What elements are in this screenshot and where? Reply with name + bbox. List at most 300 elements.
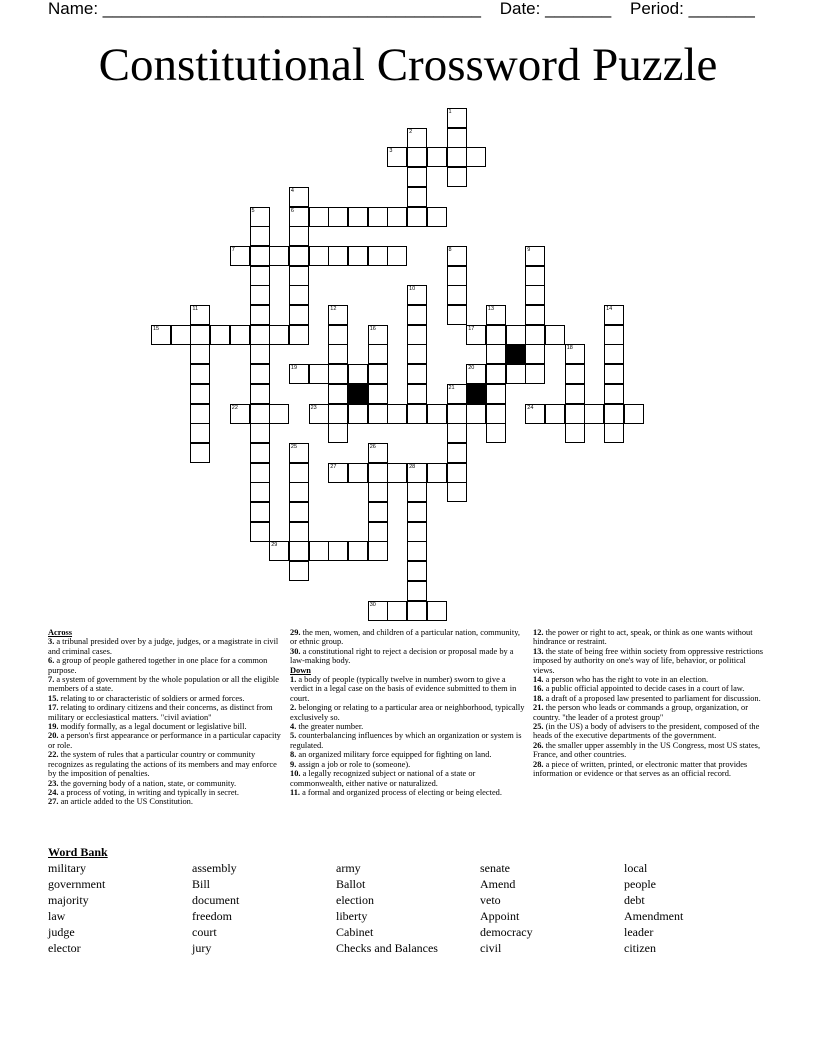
grid-cell[interactable] xyxy=(387,147,407,167)
clue-text: a legally recognized subject or national of a state or commonwealth, either native or naturalized. xyxy=(290,769,476,788)
black-square xyxy=(506,344,526,364)
grid-cell[interactable] xyxy=(565,364,585,384)
grid-cell[interactable] xyxy=(309,246,329,266)
page-title: Constitutional Crossword Puzzle xyxy=(98,39,718,91)
clue-number: 10. xyxy=(290,769,301,779)
clue-number: 21. xyxy=(533,703,544,713)
down-clue xyxy=(533,684,769,693)
word-bank-column xyxy=(480,860,620,956)
grid-cell[interactable] xyxy=(545,404,565,424)
grid-cell[interactable] xyxy=(447,147,467,167)
grid-cell[interactable] xyxy=(525,364,545,384)
grid-cell[interactable] xyxy=(407,207,427,227)
word-bank-word: leader xyxy=(624,925,654,939)
clue-text: a draft of a proposed law presented to parliament for discussion. xyxy=(543,693,761,703)
grid-cell[interactable] xyxy=(328,423,348,443)
clue-number: 12. xyxy=(533,628,544,637)
grid-cell[interactable] xyxy=(407,364,427,384)
grid-cell[interactable] xyxy=(407,305,427,325)
clue-number: 16. xyxy=(533,684,544,694)
clue-number: 15. xyxy=(48,693,59,703)
clue-number: 19. xyxy=(48,722,59,732)
grid-cell[interactable] xyxy=(328,364,348,384)
clue-number: 7. xyxy=(48,675,55,685)
grid-cell[interactable] xyxy=(190,325,210,345)
clue-text: counterbalancing influences by which an organization or system is regulated. xyxy=(290,731,522,750)
grid-cell[interactable] xyxy=(368,325,388,345)
grid-cell[interactable] xyxy=(368,364,388,384)
down-clue xyxy=(533,694,769,703)
grid-cell[interactable] xyxy=(447,482,467,502)
grid-cell[interactable] xyxy=(289,305,309,325)
grid-cell[interactable] xyxy=(604,344,624,364)
clue-text: a piece of written, printed, or electronic matter that provides information or evidence or that serves as an official record. xyxy=(533,759,748,779)
word-bank-word: assembly xyxy=(192,861,237,875)
grid-cell[interactable] xyxy=(407,561,427,581)
clue-number: 17 xyxy=(468,325,475,332)
grid-cell[interactable] xyxy=(387,246,407,266)
grid-cell[interactable] xyxy=(604,325,624,345)
word-bank-word: court xyxy=(192,925,217,939)
grid-cell[interactable] xyxy=(545,325,565,345)
grid-cell[interactable] xyxy=(250,482,270,502)
grid-cell[interactable] xyxy=(210,325,230,345)
word-bank-column xyxy=(624,860,764,956)
grid-cell[interactable] xyxy=(368,502,388,522)
grid-cell[interactable] xyxy=(486,344,506,364)
grid-cell[interactable] xyxy=(447,443,467,463)
grid-cell[interactable] xyxy=(447,463,467,483)
grid-cell[interactable] xyxy=(407,167,427,187)
grid-cell[interactable] xyxy=(407,128,427,148)
grid-cell[interactable] xyxy=(250,364,270,384)
grid-cell[interactable] xyxy=(250,207,270,227)
clue-number: 8. xyxy=(290,750,297,760)
clue-number: 3. xyxy=(48,637,55,647)
grid-cell[interactable] xyxy=(151,325,171,345)
date-field[interactable]: Date: _______ xyxy=(499,0,612,18)
clue-number: 26 xyxy=(369,443,376,450)
grid-cell[interactable] xyxy=(328,344,348,364)
grid-cell[interactable] xyxy=(407,285,427,305)
grid-cell[interactable] xyxy=(407,463,427,483)
grid-cell[interactable] xyxy=(486,384,506,404)
word-bank-column xyxy=(48,860,188,956)
grid-cell[interactable] xyxy=(289,561,309,581)
grid-cell[interactable] xyxy=(328,325,348,345)
grid-cell[interactable] xyxy=(368,207,388,227)
grid-cell[interactable] xyxy=(348,541,368,561)
grid-cell[interactable] xyxy=(604,423,624,443)
clue-text: a process of voting, in writing and typically in secret. xyxy=(58,787,239,797)
down-clue xyxy=(290,675,526,703)
grid-cell[interactable] xyxy=(309,364,329,384)
grid-cell[interactable] xyxy=(309,541,329,561)
grid-cell[interactable] xyxy=(368,601,388,621)
grid-cell[interactable] xyxy=(525,266,545,286)
clue-text: the state of being free within society from oppressive restrictions imposed by authority on one's way of life, behavior, or political views. xyxy=(533,646,764,675)
clue-number: 6 xyxy=(290,207,294,214)
grid-cell[interactable] xyxy=(250,226,270,246)
word-bank-word: Bill xyxy=(192,877,211,891)
grid-cell[interactable] xyxy=(348,207,368,227)
down-clue xyxy=(533,722,769,741)
grid-cell[interactable] xyxy=(289,285,309,305)
grid-cell[interactable] xyxy=(289,443,309,463)
grid-cell[interactable] xyxy=(190,404,210,424)
grid-cell[interactable] xyxy=(328,404,348,424)
word-bank-word: democracy xyxy=(480,925,533,939)
across-clue xyxy=(48,722,284,731)
grid-cell[interactable] xyxy=(289,266,309,286)
grid-cell[interactable] xyxy=(447,167,467,187)
clue-number: 8 xyxy=(448,246,452,253)
grid-cell[interactable] xyxy=(407,384,427,404)
down-clue xyxy=(290,703,526,722)
word-bank-word: military xyxy=(48,861,86,875)
across-clue xyxy=(48,731,284,750)
word-bank-word: Checks and Balances xyxy=(336,941,438,955)
grid-cell[interactable] xyxy=(565,423,585,443)
grid-cell[interactable] xyxy=(486,305,506,325)
clue-text: the governing body of a nation, state, or community. xyxy=(58,778,237,788)
grid-cell[interactable] xyxy=(289,541,309,561)
grid-cell[interactable] xyxy=(250,463,270,483)
grid-cell[interactable] xyxy=(190,305,210,325)
clue-number: 24 xyxy=(527,404,534,411)
grid-cell[interactable] xyxy=(447,305,467,325)
grid-cell[interactable] xyxy=(230,404,250,424)
grid-cell[interactable] xyxy=(230,246,250,266)
grid-cell[interactable] xyxy=(368,541,388,561)
grid-cell[interactable] xyxy=(447,128,467,148)
grid-cell[interactable] xyxy=(348,364,368,384)
down-clue xyxy=(290,760,526,769)
down-clue xyxy=(290,731,526,750)
grid-cell[interactable] xyxy=(447,404,467,424)
clue-number: 1. xyxy=(290,675,297,685)
clue-number: 30 xyxy=(369,601,376,608)
grid-cell[interactable] xyxy=(368,463,388,483)
clue-number: 22. xyxy=(48,750,59,760)
clue-number: 5 xyxy=(251,207,255,214)
grid-cell[interactable] xyxy=(407,502,427,522)
clue-text: the power or right to act, speak, or think as one wants without hindrance or restraint. xyxy=(533,628,753,647)
down-clue xyxy=(290,750,526,759)
grid-cell[interactable] xyxy=(407,147,427,167)
grid-cell[interactable] xyxy=(427,147,447,167)
across-clue xyxy=(290,628,526,647)
grid-cell[interactable] xyxy=(407,482,427,502)
clue-number: 26. xyxy=(533,740,544,750)
clue-number: 28 xyxy=(409,463,416,470)
across-clue xyxy=(48,703,284,722)
word-bank-word: civil xyxy=(480,941,502,955)
clue-number: 9 xyxy=(527,246,531,253)
down-clue xyxy=(290,788,526,797)
grid-cell[interactable] xyxy=(250,305,270,325)
clues-column-3 xyxy=(533,628,769,779)
word-bank-word: jury xyxy=(192,941,212,955)
grid-cell[interactable] xyxy=(447,384,467,404)
word-bank-word: Amendment xyxy=(624,909,684,923)
down-clue xyxy=(533,628,769,647)
clue-number: 23. xyxy=(48,778,59,788)
grid-cell[interactable] xyxy=(565,404,585,424)
grid-cell[interactable] xyxy=(447,266,467,286)
clue-number: 19 xyxy=(290,365,298,372)
period-field[interactable]: Period: _______ xyxy=(630,0,755,18)
grid-cell[interactable] xyxy=(565,384,585,404)
grid-cell[interactable] xyxy=(407,581,427,601)
grid-cell[interactable] xyxy=(466,325,486,345)
clue-text: relating to ordinary citizens and their concerns, as distinct from military or ecclesiastical matters. "civil aviation" xyxy=(48,703,273,722)
grid-cell[interactable] xyxy=(289,207,309,227)
clue-number: 23 xyxy=(310,404,317,411)
clue-number: 11 xyxy=(192,306,199,312)
grid-cell[interactable] xyxy=(289,364,309,384)
grid-cell[interactable] xyxy=(328,384,348,404)
grid-cell[interactable] xyxy=(328,207,348,227)
clue-number: 22 xyxy=(231,404,238,411)
grid-cell[interactable] xyxy=(466,404,486,424)
grid-cell[interactable] xyxy=(407,344,427,364)
grid-cell[interactable] xyxy=(289,187,309,207)
clue-number: 29. xyxy=(290,628,301,637)
word-bank-word: local xyxy=(624,861,648,875)
grid-cell[interactable] xyxy=(466,364,486,384)
grid-cell[interactable] xyxy=(506,325,526,345)
word-bank-word: citizen xyxy=(624,941,656,955)
down-clue xyxy=(290,769,526,788)
grid-cell[interactable] xyxy=(250,423,270,443)
clue-number: 29 xyxy=(271,542,278,549)
clue-text: the men, women, and children of a particular nation, community, or ethnic group. xyxy=(290,628,520,647)
clue-text: a body of people (typically twelve in number) sworn to give a verdict in a legal case on the basis of evidence submitted to them in court. xyxy=(290,675,517,703)
clue-number: 14. xyxy=(533,675,544,685)
word-bank-word: elector xyxy=(48,941,81,955)
grid-cell[interactable] xyxy=(289,522,309,542)
grid-cell[interactable] xyxy=(328,463,348,483)
grid-cell[interactable] xyxy=(250,246,270,266)
clue-number: 25. xyxy=(533,722,544,732)
clue-number: 20 xyxy=(468,365,475,372)
grid-cell[interactable] xyxy=(368,384,388,404)
grid-cell[interactable] xyxy=(387,207,407,227)
grid-cell[interactable] xyxy=(289,502,309,522)
grid-cell[interactable] xyxy=(624,404,644,424)
clue-text: the smaller upper assembly in the US Congress, most US states, France, and other countries. xyxy=(533,740,761,760)
word-bank-word: majority xyxy=(48,893,89,907)
across-clue xyxy=(48,694,284,703)
grid-cell[interactable] xyxy=(407,601,427,621)
grid-cell[interactable] xyxy=(604,364,624,384)
grid-cell[interactable] xyxy=(289,482,309,502)
grid-cell[interactable] xyxy=(269,325,289,345)
clue-number: 25 xyxy=(290,443,298,450)
clue-number: 12 xyxy=(330,306,337,312)
grid-cell[interactable] xyxy=(387,601,407,621)
grid-cell[interactable] xyxy=(486,404,506,424)
grid-cell[interactable] xyxy=(250,384,270,404)
grid-cell[interactable] xyxy=(289,226,309,246)
across-clue xyxy=(48,797,284,806)
grid-cell[interactable] xyxy=(250,502,270,522)
name-field[interactable]: Name: ________________________________________ xyxy=(48,0,481,18)
grid-cell[interactable] xyxy=(525,246,545,266)
grid-cell[interactable] xyxy=(230,325,250,345)
grid-cell[interactable] xyxy=(525,305,545,325)
grid-cell[interactable] xyxy=(427,463,447,483)
clue-number: 1 xyxy=(448,109,452,115)
grid-cell[interactable] xyxy=(190,443,210,463)
word-bank-word: election xyxy=(336,893,374,907)
grid-cell[interactable] xyxy=(309,404,329,424)
grid-cell[interactable] xyxy=(289,463,309,483)
word-bank-word: freedom xyxy=(192,909,232,923)
grid-cell[interactable] xyxy=(565,344,585,364)
grid-cell[interactable] xyxy=(466,147,486,167)
down-clue xyxy=(533,741,769,760)
clue-number: 7 xyxy=(231,246,235,253)
grid-cell[interactable] xyxy=(407,522,427,542)
grid-cell[interactable] xyxy=(269,246,289,266)
grid-cell[interactable] xyxy=(269,404,289,424)
word-bank-word: Cabinet xyxy=(336,925,374,939)
clue-text: a group of people gathered together in one place for a common purpose. xyxy=(48,656,268,675)
clue-text: belonging or relating to a particular area or neighborhood, typically exclusively so. xyxy=(290,703,525,722)
clue-text: a formal and organized process of electing or being elected. xyxy=(300,787,502,797)
word-bank-word: judge xyxy=(48,925,75,939)
grid-cell[interactable] xyxy=(348,404,368,424)
grid-cell[interactable] xyxy=(407,325,427,345)
clue-number: 13 xyxy=(487,306,495,312)
grid-cell[interactable] xyxy=(604,305,624,325)
clue-number: 28. xyxy=(533,759,544,769)
grid-cell[interactable] xyxy=(250,344,270,364)
clue-text: an organized military force equipped for fighting on land. xyxy=(296,750,492,760)
grid-cell[interactable] xyxy=(525,325,545,345)
grid-cell[interactable] xyxy=(190,384,210,404)
grid-cell[interactable] xyxy=(348,463,368,483)
grid-cell[interactable] xyxy=(250,266,270,286)
grid-cell[interactable] xyxy=(604,404,624,424)
grid-cell[interactable] xyxy=(447,246,467,266)
clue-text: the system of rules that a particular country or community recognizes as regulating the actions of its members and may enforce by the imposition of penalties. xyxy=(48,750,277,779)
clue-number: 15 xyxy=(153,325,160,332)
word-bank-word: liberty xyxy=(336,909,368,923)
grid-cell[interactable] xyxy=(604,384,624,404)
clue-number: 27 xyxy=(330,463,337,470)
grid-cell[interactable] xyxy=(486,364,506,384)
word-bank-column xyxy=(336,860,476,956)
grid-cell[interactable] xyxy=(387,463,407,483)
grid-cell[interactable] xyxy=(407,187,427,207)
grid-cell[interactable] xyxy=(289,325,309,345)
grid-cell[interactable] xyxy=(427,404,447,424)
word-bank-word: Appoint xyxy=(480,909,520,923)
across-clue xyxy=(290,647,526,666)
word-bank-word: Amend xyxy=(480,877,516,891)
black-square xyxy=(348,384,368,404)
grid-cell[interactable] xyxy=(190,344,210,364)
clue-number: 18 xyxy=(566,345,573,352)
grid-cell[interactable] xyxy=(328,246,348,266)
grid-cell[interactable] xyxy=(190,423,210,443)
grid-cell[interactable] xyxy=(486,423,506,443)
clue-number: 5. xyxy=(290,731,297,741)
clue-number: 14 xyxy=(606,306,613,312)
grid-cell[interactable] xyxy=(447,423,467,443)
grid-cell[interactable] xyxy=(368,246,388,266)
grid-cell[interactable] xyxy=(368,443,388,463)
grid-cell[interactable] xyxy=(368,404,388,424)
word-bank-word: senate xyxy=(480,861,510,875)
word-bank-word: veto xyxy=(480,893,501,907)
down-clue xyxy=(533,647,769,675)
grid-cell[interactable] xyxy=(328,305,348,325)
across-clue xyxy=(48,788,284,797)
grid-cell[interactable] xyxy=(328,541,348,561)
clues-column-1 xyxy=(48,628,284,807)
across-clue xyxy=(48,750,284,778)
grid-cell[interactable] xyxy=(250,443,270,463)
grid-cell[interactable] xyxy=(250,285,270,305)
grid-cell[interactable] xyxy=(584,404,604,424)
clue-number: 30. xyxy=(290,646,301,656)
grid-cell[interactable] xyxy=(486,325,506,345)
clue-number: 17. xyxy=(48,703,59,713)
word-bank-word: Ballot xyxy=(336,877,366,891)
across-clue xyxy=(48,675,284,694)
clue-text: a constitutional right to reject a decision or proposal made by a law-making body. xyxy=(290,646,514,666)
grid-cell[interactable] xyxy=(190,364,210,384)
grid-cell[interactable] xyxy=(368,482,388,502)
grid-cell[interactable] xyxy=(506,364,526,384)
grid-cell[interactable] xyxy=(525,404,545,424)
grid-cell[interactable] xyxy=(269,541,289,561)
grid-cell[interactable] xyxy=(407,541,427,561)
clue-number: 2. xyxy=(290,703,297,713)
grid-cell[interactable] xyxy=(447,108,467,128)
clue-text: a person's first appearance or performance in a particular capacity or role. xyxy=(48,731,281,750)
clue-number: 13. xyxy=(533,646,544,656)
grid-cell[interactable] xyxy=(250,522,270,542)
word-bank-word: document xyxy=(192,893,240,907)
word-bank-column xyxy=(192,860,332,956)
grid-cell[interactable] xyxy=(525,344,545,364)
down-clue xyxy=(533,675,769,684)
grid-cell[interactable] xyxy=(368,522,388,542)
down-heading: Down xyxy=(290,665,311,675)
grid-cell[interactable] xyxy=(250,404,270,424)
grid-cell[interactable] xyxy=(447,285,467,305)
grid-cell[interactable] xyxy=(250,325,270,345)
grid-cell[interactable] xyxy=(348,246,368,266)
grid-cell[interactable] xyxy=(387,404,407,424)
grid-cell[interactable] xyxy=(289,246,309,266)
clue-text: an article added to the US Constitution. xyxy=(58,797,193,807)
grid-cell[interactable] xyxy=(171,325,191,345)
grid-cell[interactable] xyxy=(407,404,427,424)
grid-cell[interactable] xyxy=(427,601,447,621)
grid-cell[interactable] xyxy=(368,344,388,364)
clue-number: 27. xyxy=(48,797,59,807)
clue-number: 18. xyxy=(533,693,544,703)
grid-cell[interactable] xyxy=(309,207,329,227)
grid-cell[interactable] xyxy=(427,207,447,227)
grid-cell[interactable] xyxy=(525,285,545,305)
